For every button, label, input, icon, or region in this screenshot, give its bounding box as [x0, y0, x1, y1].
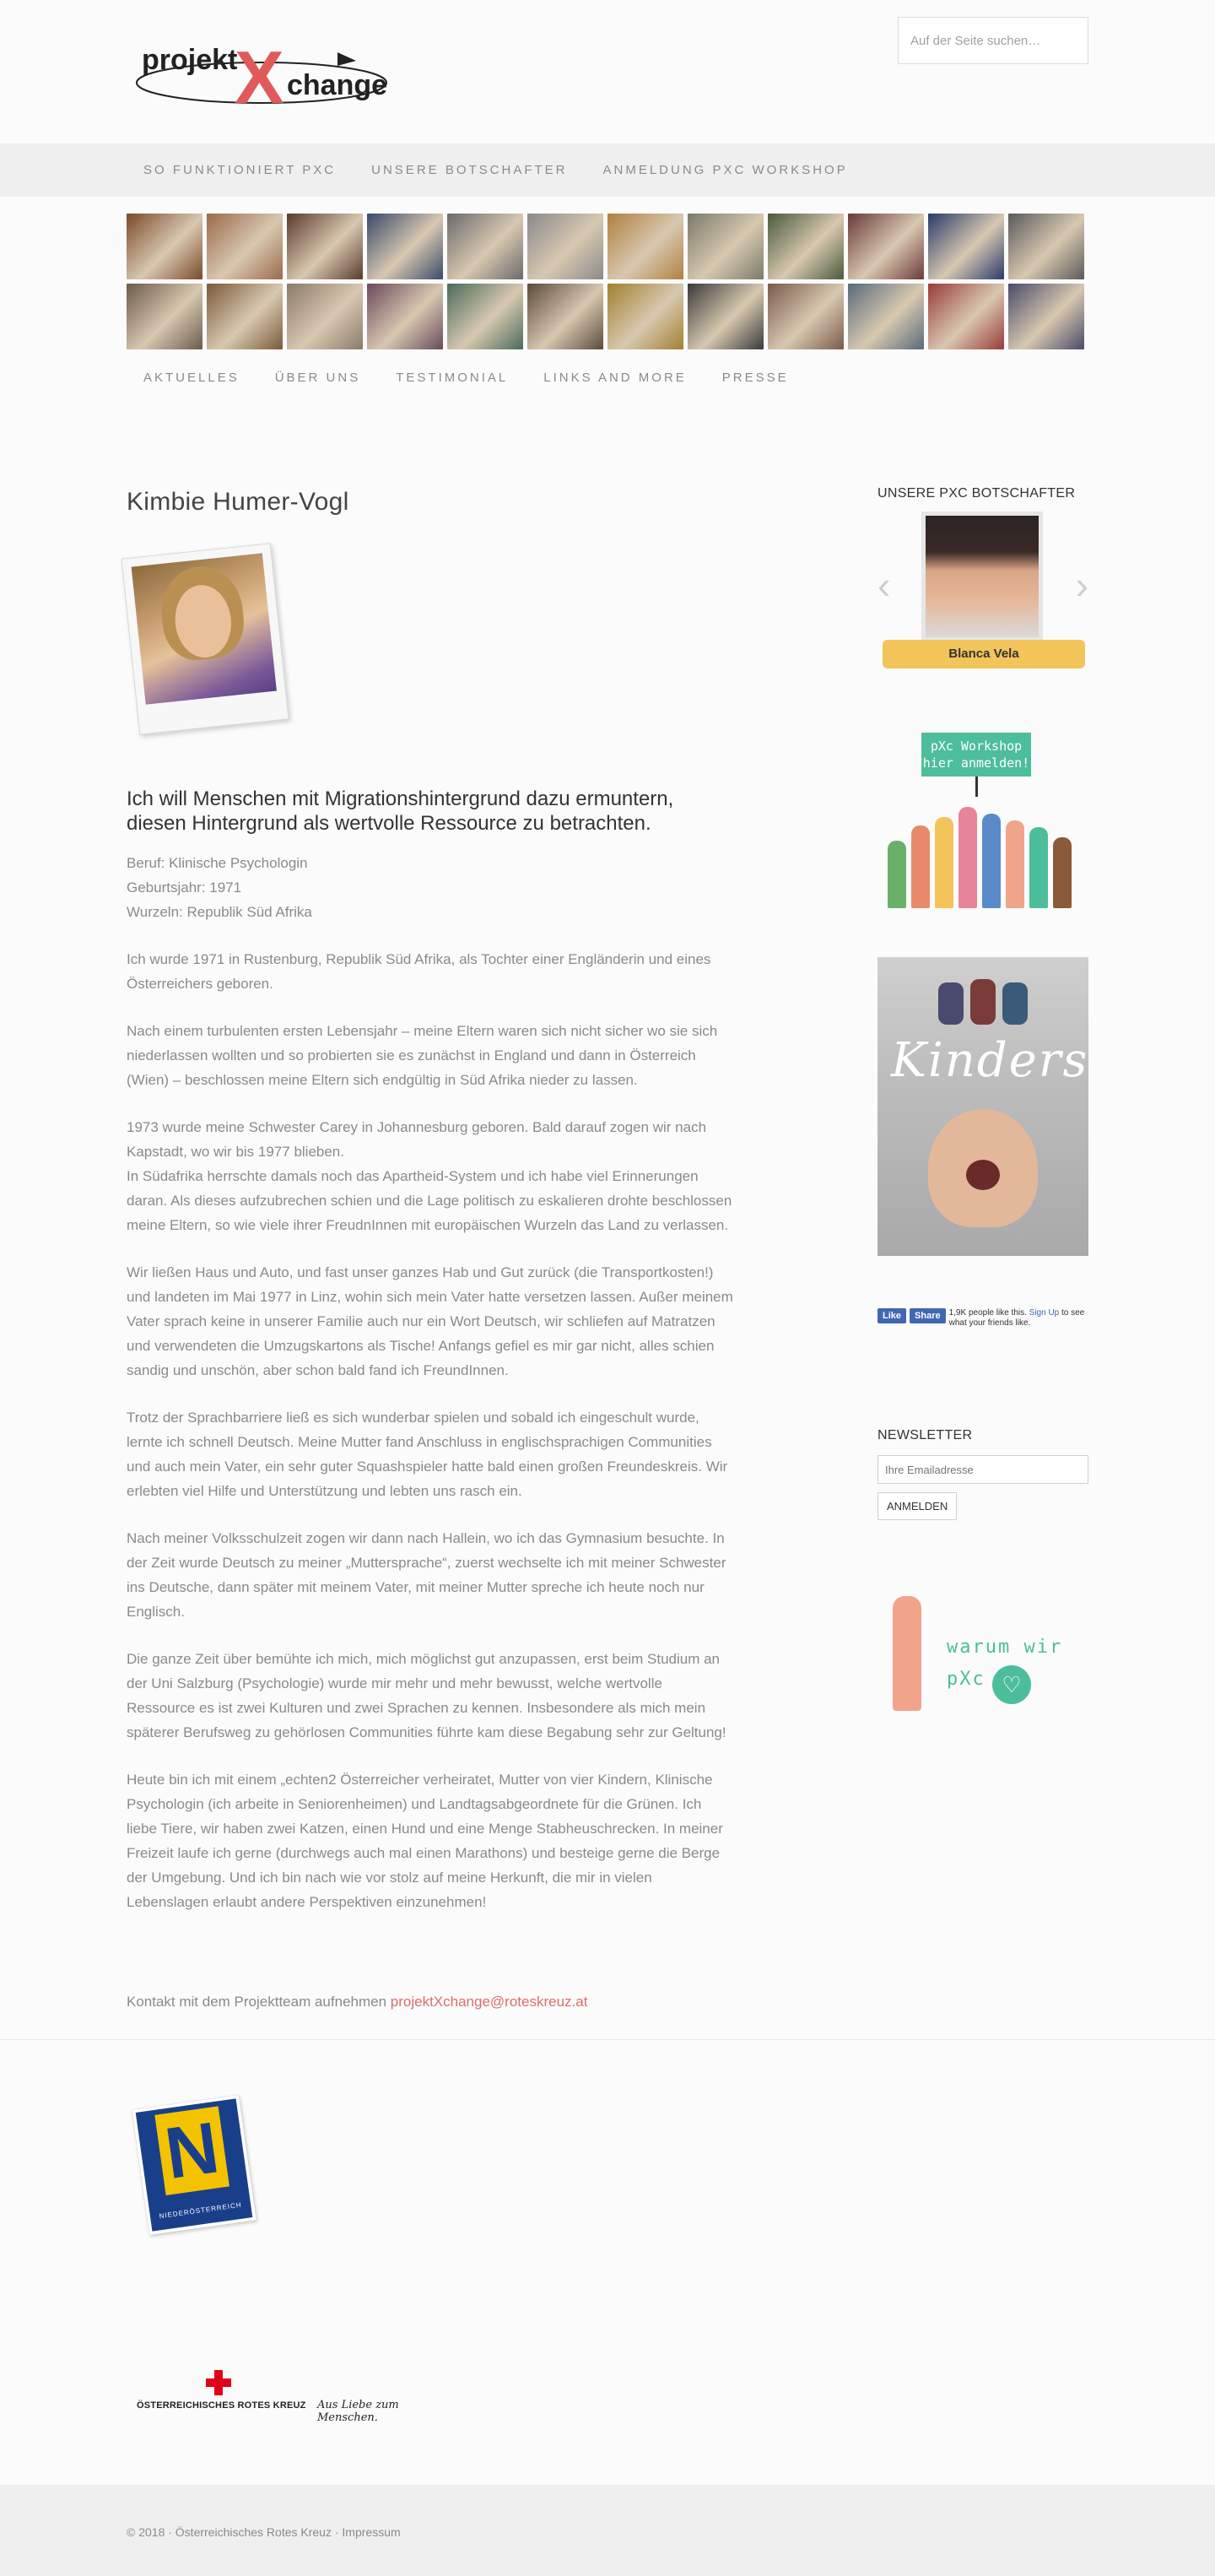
secondary-navigation	[127, 356, 1088, 398]
noe-letter: N	[154, 2106, 230, 2195]
contact-email-link[interactable]: projektXchange@roteskreuz.at	[390, 1994, 588, 2010]
mosaic-photo	[848, 284, 924, 349]
paragraph: Wir ließen Haus und Auto, und fast unser ganzes Hab und Gut zurück (die Transportkosten!) und landeten im Mai 1977 in Linz, wohin sich mein Vater hatte versetzen lassen. Außer meinem Vater sprach keine in unserer Familie auch nur ein Wort Deutsch, wir schliefen auf Matratzen und verwendeten die Umzugskartons als Tische! Anfangs gefiel es mir gar nicht, alles schien sandig und unschön, aber schon bald fand ich FreundInnen.	[127, 1264, 733, 1378]
ambassador-photo[interactable]	[921, 511, 1043, 641]
mosaic-photo	[367, 214, 443, 279]
mosaic-photo	[928, 284, 1004, 349]
mosaic-photo	[768, 284, 844, 349]
meta-wurzeln: Wurzeln: Republik Süd Afrika	[127, 904, 312, 920]
paragraph: Die ganze Zeit über bemühte ich mich, mich möglichst gut anzupassen, erst beim Studium an der Uni Salzburg (Psychologie) wurde mir mehr und mehr bewusst, welche wertvolle Ressource es ist zwei Kulturen und zwei Sprachen zu kennen. Insbesondere als mich mein späterer Berufsweg zu gehörlosen Communities führte kam diese Begabung sehr zur Geltung!	[127, 1651, 726, 1740]
ork-name: ÖSTERREICHISCHES ROTES KREUZ	[137, 2400, 306, 2411]
heart-icon: ♡	[992, 1665, 1031, 1704]
main-navigation	[0, 143, 1215, 197]
facebook-widget	[878, 1308, 1088, 1329]
logo-text-projekt: projekt	[142, 44, 238, 76]
newsletter-email-input[interactable]	[878, 1455, 1088, 1484]
projektxchange-logo[interactable]	[135, 35, 388, 111]
paragraph: Heute bin ich mit einem „echten2 Österreicher verheiratet, Mutter von vier Kindern, Klinische Psychologin (ich arbeite in Seniorenheimen) und Landtagsabgeordnete für die Grünen. Ich liebe Tiere, wir haben zwei Katzen, einen Hund und eine Menge Stabheuschrecken. In meiner Freizeit laufe ich gerne (durchwegs auch mal einen Marathons) und besteige gerne die Berge der Umgebung. Und ich bin nach wie vor stolz auf meine Herkunft, die mir in vielen Lebenslagen erlaubt andere Perspektiven einzunehmen!	[127, 1772, 723, 1910]
mosaic-photo	[768, 214, 844, 279]
newsletter-widget	[878, 1428, 1088, 1520]
facebook-share-button[interactable]: Share	[910, 1308, 946, 1323]
warum-wir-pxc-banner[interactable]	[878, 1596, 1088, 1714]
facebook-like-button[interactable]: Like	[878, 1308, 906, 1323]
ambassadors-title: UNSERE PXC BOTSCHAFTER	[878, 486, 1076, 501]
mosaic-photo	[1008, 214, 1084, 279]
section-divider	[0, 2039, 1215, 2040]
workshop-banner[interactable]	[878, 733, 1088, 918]
raised-hands-illustration	[883, 800, 1085, 908]
mosaic-photo	[688, 214, 764, 279]
contact-text: Kontakt mit dem Projektteam aufnehmen	[127, 1994, 391, 2010]
nav-item-presse[interactable]: PRESSE	[721, 370, 789, 385]
nav-item-ueber-uns[interactable]: ÜBER UNS	[274, 370, 361, 385]
mosaic-photo	[447, 214, 523, 279]
mosaic-photo	[928, 214, 1004, 279]
page-title: Kimbie Humer-Vogl	[127, 488, 349, 516]
paragraph: Nach einem turbulenten ersten Lebensjahr – meine Eltern waren sich nicht sicher wo sie sich niederlassen wollten und so probierten sie es zunächst in England und dann in Österreich (Wien) – beschlossen meine Eltern sich endgültig in Süd Afrika nieder zu lassen.	[127, 1023, 718, 1088]
mosaic-photo	[207, 284, 283, 349]
paragraph: Ich wurde 1971 in Rustenburg, Republik Süd Afrika, als Tochter einer Engländerin und eines Österreichers geboren.	[127, 951, 711, 992]
warum-line-2: pXc	[947, 1669, 986, 1690]
photo-mosaic	[127, 214, 1088, 349]
logo-text-change: change	[287, 69, 388, 101]
mosaic-photo	[287, 284, 363, 349]
ambassador-name-button[interactable]: Blanca Vela	[883, 640, 1085, 668]
nav-item-links[interactable]: LINKS AND MORE	[543, 370, 687, 385]
mosaic-photo	[367, 284, 443, 349]
poster-title: Kinders	[891, 1033, 1088, 1088]
facebook-like-count: 1,9K people like this. Sign Up to see what your friends like.	[948, 1308, 1085, 1328]
paragraph: Nach meiner Volksschulzeit zogen wir dann nach Hallein, wo ich das Gymnasium besuchte. In der Zeit wurde Deutsch zu meiner „Muttersprache“, zuerst wechselte ich mit meiner Schwester ins Deutsche, dann später mit meinem Vater, mit meiner Mutter spreche ich heute noch nur Englisch.	[127, 1530, 726, 1620]
mosaic-photo	[527, 284, 603, 349]
mosaic-photo	[1008, 284, 1084, 349]
ambassador-carousel	[878, 511, 1088, 680]
sidebar	[878, 486, 1088, 1714]
article-content	[127, 488, 734, 1914]
footer-copyright[interactable]: © 2018 · Österreichisches Rotes Kreuz · Impressum	[127, 2525, 401, 2539]
kinders-film-poster[interactable]	[878, 957, 1088, 1256]
mosaic-photo	[608, 284, 683, 349]
lead-quote: Ich will Menschen mit Migrationshintergrund dazu ermuntern, diesen Hintergrund als wertvolle Ressource zu betrachten.	[127, 787, 674, 835]
chevron-right-icon[interactable]: ›	[1075, 563, 1088, 607]
noe-caption: NIEDERÖSTERREICH	[159, 2200, 243, 2221]
newsletter-title: NEWSLETTER	[878, 1428, 973, 1442]
paragraph: 1973 wurde meine Schwester Carey in Johannesburg geboren. Bald darauf zogen wir nach Kapstadt, wo wir bis 1977 blieben. In Südafrika herrschte damals noch das Apartheid-System und ich habe viel Erinnerungen daran. Als dieses aufzubrechen schien und die Lage politisch zu eskalieren drohte beschlossen meine Eltern, so wie viele ihrer FreudnInnen mit europäischen Wurzeln das Land zu verlassen.	[127, 1119, 732, 1233]
search-input[interactable]	[898, 17, 1088, 64]
meta-beruf: Beruf: Klinische Psychologin	[127, 855, 308, 871]
niederoesterreich-logo[interactable]	[132, 2095, 256, 2235]
logo-text-x: X	[235, 35, 284, 111]
mosaic-photo	[127, 284, 202, 349]
facebook-signup-link[interactable]: Sign Up	[1029, 1308, 1060, 1318]
mosaic-photo	[207, 214, 283, 279]
mosaic-photo	[447, 284, 523, 349]
mosaic-photo	[608, 214, 683, 279]
nav-item-botschafter[interactable]: UNSERE BOTSCHAFTER	[371, 163, 568, 177]
site-footer	[0, 2485, 1215, 2576]
profile-meta	[127, 851, 734, 924]
paragraph: Trotz der Sprachbarriere ließ es sich wunderbar spielen und sobald ich eingeschult wurde, lernte ich schnell Deutsch. Meine Mutter fand Anschluss in englischsprachigen Communities und auch mein Vater, ein sehr guter Squashspieler hatte bald einen großen Freundeskreis. Wir erlebten viel Hilfe und Unterstützung und lebten uns rasch ein.	[127, 1410, 728, 1499]
ork-slogan: Aus Liebe zum Menschen.	[317, 2399, 399, 2424]
site-header	[0, 0, 1215, 143]
warum-line-1: warum wir	[947, 1637, 1063, 1658]
nav-item-aktuelles[interactable]: AKTUELLES	[143, 370, 240, 385]
red-cross-icon	[206, 2370, 231, 2395]
mosaic-photo	[848, 214, 924, 279]
portrait-image	[127, 545, 287, 731]
mosaic-photo	[688, 284, 764, 349]
nav-item-so-funktioniert[interactable]: SO FUNKTIONIERT PXC	[143, 163, 337, 177]
chevron-left-icon[interactable]: ‹	[878, 563, 891, 607]
nav-item-testimonial[interactable]: TESTIMONIAL	[396, 370, 509, 385]
rotes-kreuz-logo[interactable]	[137, 2370, 457, 2424]
meta-geburtsjahr: Geburtsjahr: 1971	[127, 879, 242, 896]
workshop-sign: pXc Workshop hier anmelden!	[921, 733, 1031, 777]
newsletter-subscribe-button[interactable]: ANMELDEN	[878, 1492, 957, 1520]
nav-item-anmeldung[interactable]: ANMELDUNG PXC WORKSHOP	[602, 163, 848, 177]
mosaic-photo	[527, 214, 603, 279]
contact-line	[127, 1994, 587, 2010]
mosaic-photo	[127, 214, 202, 279]
mosaic-photo	[287, 214, 363, 279]
